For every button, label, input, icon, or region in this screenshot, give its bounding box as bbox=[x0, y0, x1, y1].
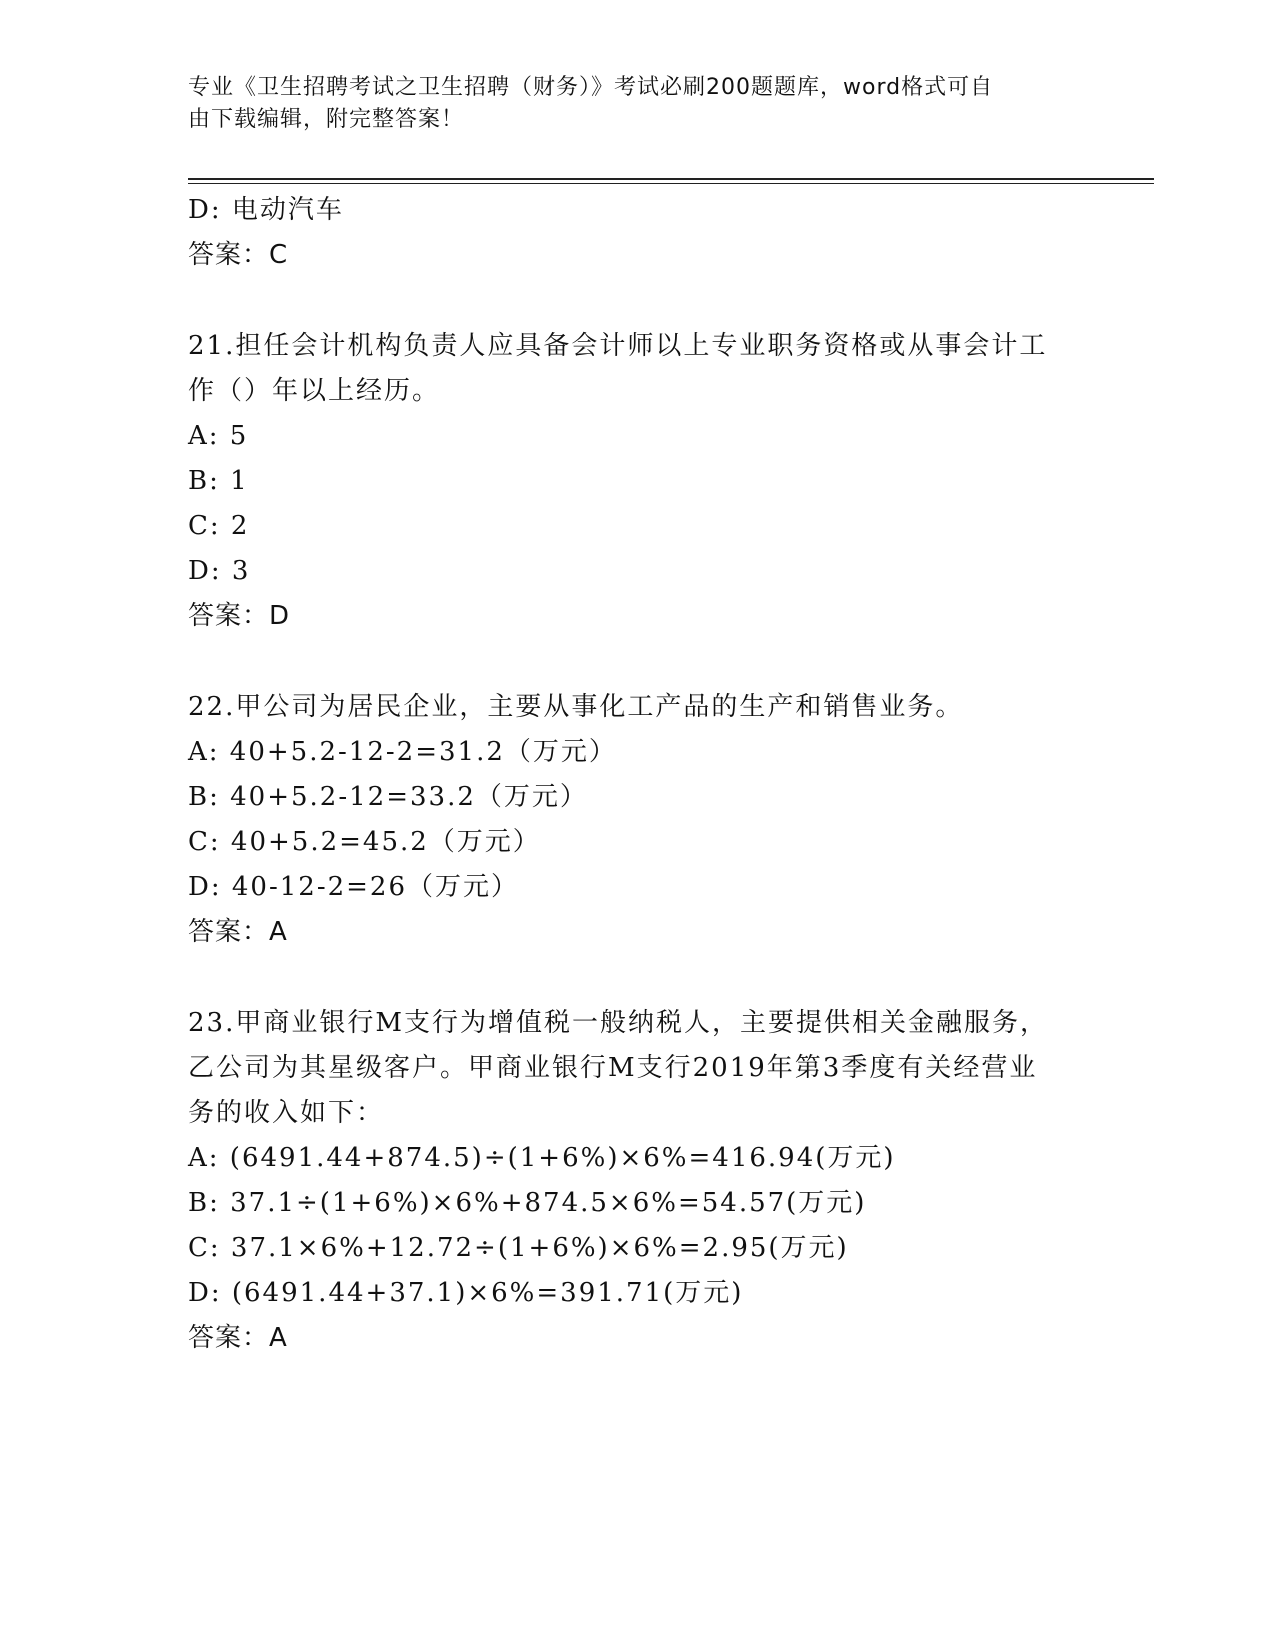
question-content bbox=[188, 188, 1068, 1361]
prev-option-d: D: 电动汽车 bbox=[188, 195, 344, 225]
option-a: A: (6491.44+874.5)÷(1+6%)×6%=416.94(万元) bbox=[188, 1143, 896, 1173]
option-b: B: 1 bbox=[188, 466, 249, 496]
spacer bbox=[188, 639, 1068, 685]
option-c: C: 2 bbox=[188, 511, 250, 541]
option-c: C: 37.1×6%+12.72÷(1+6%)×6%=2.95(万元) bbox=[188, 1233, 849, 1263]
option-a: A: 40+5.2-12-2=31.2（万元） bbox=[188, 737, 617, 767]
prev-answer: 答案：C bbox=[188, 240, 289, 270]
option-d: D: (6491.44+37.1)×6%=391.71(万元) bbox=[188, 1278, 744, 1308]
option-d: D: 40-12-2=26（万元） bbox=[188, 872, 520, 902]
question-text-line: 乙公司为其星级客户。甲商业银行M支行2019年第3季度有关经营业 bbox=[188, 1053, 1038, 1083]
question-text-line: 务的收入如下： bbox=[188, 1098, 385, 1128]
question-text-line: 23.甲商业银行M支行为增值税一般纳税人，主要提供相关金融服务， bbox=[188, 1008, 1048, 1038]
spacer bbox=[188, 955, 1068, 1001]
question-text-line: 22.甲公司为居民企业，主要从事化工产品的生产和销售业务。 bbox=[188, 692, 964, 722]
option-b: B: 40+5.2-12=33.2（万元） bbox=[188, 782, 588, 812]
header-line-2: 由下载编辑，附完整答案！ bbox=[188, 107, 465, 132]
header-divider-thick bbox=[188, 178, 1154, 180]
option-d: D: 3 bbox=[188, 556, 251, 586]
header-divider-thin bbox=[188, 183, 1154, 184]
question-22 bbox=[188, 685, 1068, 955]
header-line-1: 专业《卫生招聘考试之卫生招聘（财务）》考试必刷200题题库，word格式可自 bbox=[188, 75, 994, 100]
question-23 bbox=[188, 1001, 1068, 1361]
spacer bbox=[188, 278, 1068, 324]
answer: 答案：A bbox=[188, 917, 288, 947]
option-b: B: 37.1÷(1+6%)×6%+874.5×6%=54.57(万元) bbox=[188, 1188, 867, 1218]
question-text-line: 21.担任会计机构负责人应具备会计师以上专业职务资格或从事会计工 bbox=[188, 331, 1048, 361]
question-text-line: 作（）年以上经历。 bbox=[188, 376, 441, 406]
option-a: A: 5 bbox=[188, 421, 249, 451]
question-21 bbox=[188, 324, 1068, 639]
answer: 答案：D bbox=[188, 601, 291, 631]
answer: 答案：A bbox=[188, 1323, 288, 1353]
option-c: C: 40+5.2=45.2（万元） bbox=[188, 827, 541, 857]
page-header bbox=[188, 72, 1068, 136]
